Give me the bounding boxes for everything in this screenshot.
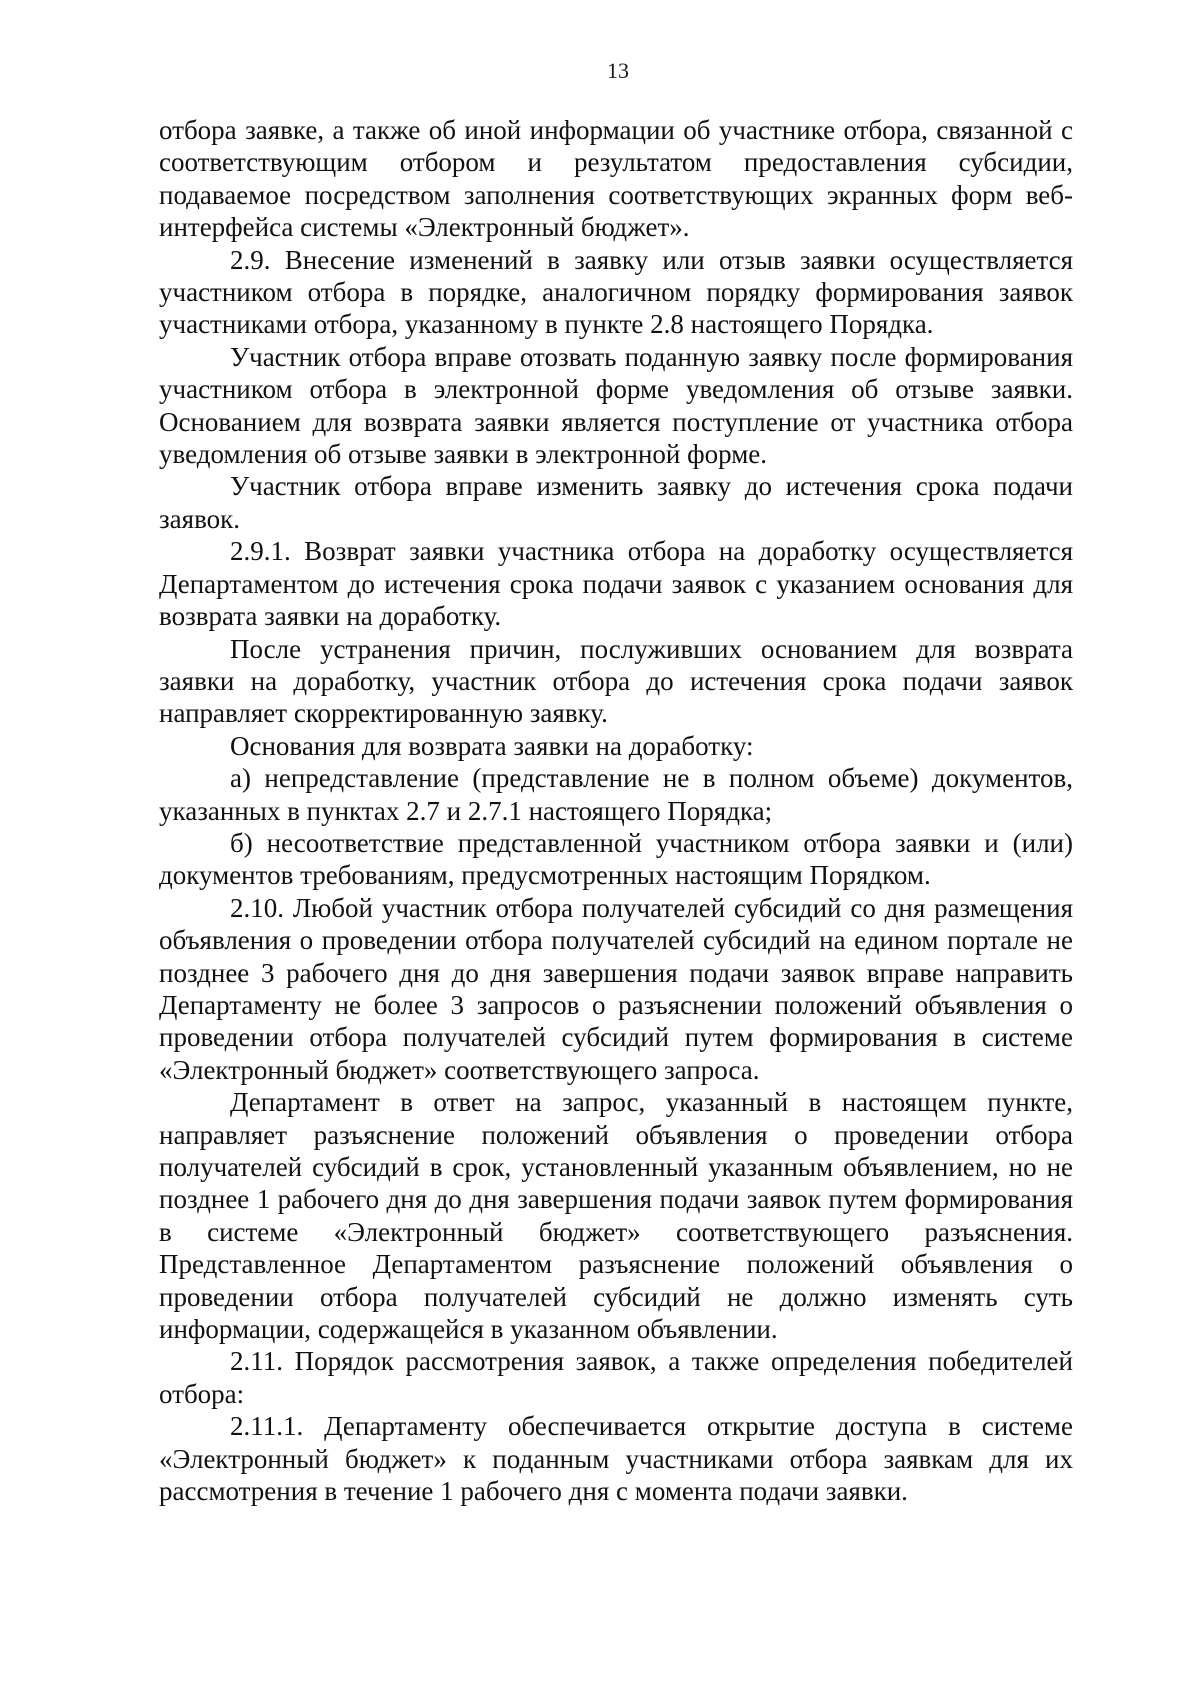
paragraph-2-11-1: 2.11.1. Департаменту обеспечивается открытие доступа в системе «Электронный бюджет» к поданным участниками отбора заявкам для их рассмотрения в течение 1 рабочего дня с момента подачи заявки. xyxy=(159,1411,1073,1507)
page-number: 13 xyxy=(607,58,629,83)
paragraph-item-b: б) несоответствие представленной участником отбора заявки и (или) документов требованиям, предусмотренных настоящим Порядком. xyxy=(159,827,1073,891)
paragraph-grounds: Основания для возврата заявки на доработку: xyxy=(230,730,754,761)
paragraph-item-a: а) непредставление (представление не в полном объеме) документов, указанных в пунктах 2.7 и 2.7.1 настоящего Порядка; xyxy=(159,763,1073,826)
paragraph-withdraw: Участник отбора вправе отозвать поданную заявку после формирования участником отбора в электронной форме уведомления об отзыве заявки. Основанием для возврата заявки является поступление от участника отбора уведомления об отзыве заявки в электронной форме. xyxy=(159,341,1073,470)
paragraph-2-9: 2.9. Внесение изменений в заявку или отзыв заявки осуществляется участником отбора в порядке, аналогичном порядку формирования заявок участниками отбора, указанному в пункте 2.8 настоящего Порядка. xyxy=(159,244,1073,340)
paragraph-2-11: 2.11. Порядок рассмотрения заявок, а также определения победителей отбора: xyxy=(159,1346,1073,1409)
paragraph-after-fix: После устранения причин, послуживших основанием для возврата заявки на доработку, участник отбора до истечения срока подачи заявок направляет скорректированную заявку. xyxy=(159,633,1073,729)
document-body xyxy=(159,114,1073,1507)
paragraph-department-answer: Департамент в ответ на запрос, указанный в настоящем пункте, направляет разъяснение положений объявления о проведении отбора получателей субсидий в срок, установленный указанным объявлением, но не позднее 1 рабочего дня до дня завершения подачи заявок путем формирования в системе «Электронный бюджет» соответствующего разъяснения. Представленное Департаментом разъяснение положений объявления о проведении отбора получателей субсидий не должно изменять суть информации, содержащейся в указанном объявлении. xyxy=(159,1087,1073,1345)
paragraph-continuation: отбора заявке, а также об иной информации об участнике отбора, связанной с соответствующим отбором и результатом предоставления субсидии, подаваемое посредством заполнения соответствующих экранных форм веб-интерфейса системы «Электронный бюджет». xyxy=(159,115,1073,243)
paragraph-2-10: 2.10. Любой участник отбора получателей субсидий со дня размещения объявления о проведении отбора получателей субсидий на едином портале не позднее 3 рабочего дня до дня завершения подачи заявок вправе направить Департаменту не более 3 запросов о разъяснении положений объявления о проведении отбора получателей субсидий путем формирования в системе «Электронный бюджет» соответствующего запроса. xyxy=(159,892,1073,1085)
paragraph-change: Участник отбора вправе изменить заявку до истечения срока подачи заявок. xyxy=(159,471,1073,534)
paragraph-2-9-1: 2.9.1. Возврат заявки участника отбора на доработку осуществляется Департаментом до истечения срока подачи заявок с указанием основания для возврата заявки на доработку. xyxy=(159,536,1073,632)
